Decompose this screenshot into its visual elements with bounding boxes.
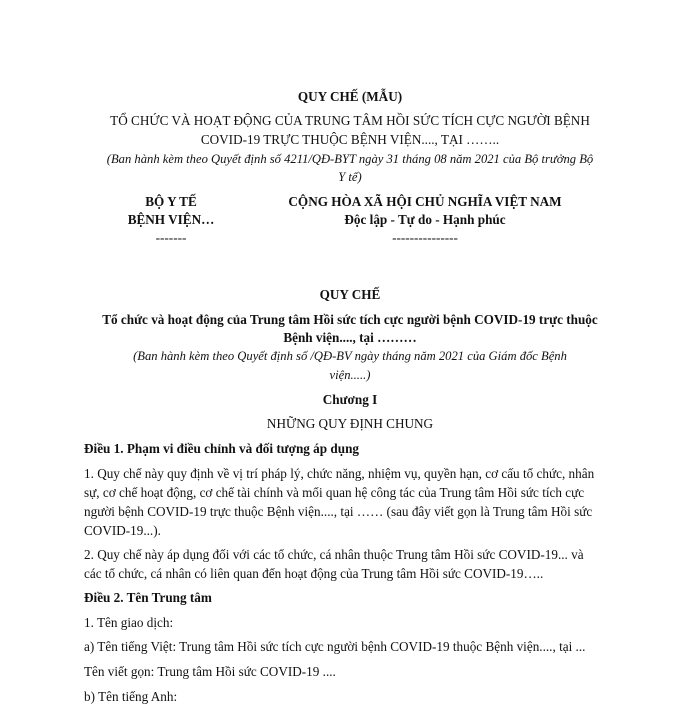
regulation-subject-line-2: Bệnh viện...., tại ……… [283,330,417,345]
letterhead-left-rule: ------- [155,230,187,245]
article-2-item-b: b) Tên tiếng Anh: [84,689,178,704]
article-1-paragraph-2-line: 2. Quy chế này áp dụng đối với các tổ chức, cá nhân thuộc Trung tâm Hồi sức COVID-19... và [84,547,584,562]
hospital-name: BỆNH VIỆN… [127,212,215,227]
article-2-heading: Điều 2. Tên Trung tâm [84,590,212,605]
article-2-short-name: Tên viết gọn: Trung tâm Hồi sức COVID-19 .... [84,664,336,679]
article-1-heading: Điều 1. Phạm vi điều chỉnh và đối tượng áp dụng [84,441,360,456]
hospital-issuance-line-1: (Ban hành kèm theo Quyết định số /QĐ-BV ngày tháng năm 2021 của Giám đốc Bệnh [133,349,567,363]
national-motto: Độc lập - Tự do - Hạnh phúc [344,212,506,227]
regulation-subject-line-1: Tổ chức và hoạt động của Trung tâm Hồi sức tích cực người bệnh COVID-19 trực thuộc [102,312,598,327]
ministry-name: BỘ Y TẾ [145,194,197,209]
article-1-paragraph-1-line: 1. Quy chế này quy định về vị trí pháp lý, chức năng, nhiệm vụ, quyền hạn, cơ cấu tổ chức, nhân [84,466,595,481]
article-2-item-1: 1. Tên giao dịch: [84,615,174,630]
document-subtitle-line-1: TỔ CHỨC VÀ HOẠT ĐỘNG CỦA TRUNG TÂM HỒI SỨC TÍCH CỰC NGƯỜI BỆNH [110,113,590,128]
republic-name: CỘNG HÒA XÃ HỘI CHỦ NGHĨA VIỆT NAM [288,194,562,209]
article-1-paragraph-1-line: COVID-19...). [84,523,161,538]
document-title: QUY CHẾ (MẪU) [297,89,403,104]
document-subtitle-line-2: COVID-19 TRỰC THUỘC BỆNH VIỆN...., TẠI …….. [200,132,500,147]
ministry-issuance-line-1: (Ban hành kèm theo Quyết định số 4211/QĐ-BYT ngày 31 tháng 08 năm 2021 của Bộ trưởng Bộ [106,152,594,166]
chapter-title: NHỮNG QUY ĐỊNH CHUNG [266,416,434,431]
article-1-paragraph-1-line: sự, cơ chế hoạt động, cơ chế tài chính và mối quan hệ công tác của Trung tâm Hồi sức tích cực [84,485,585,500]
regulation-title: QUY CHẾ [319,287,381,302]
article-2-item-a: a) Tên tiếng Việt: Trung tâm Hồi sức tích cực người bệnh COVID-19 thuộc Bệnh viện...., tại ... [84,639,586,654]
article-1-paragraph-2-line: các tổ chức, cá nhân có liên quan đến hoạt động của Trung tâm Hồi sức COVID-19….. [84,566,544,581]
chapter-number: Chương I [322,392,378,407]
ministry-issuance-line-2: Y tế) [338,170,362,184]
article-1-paragraph-1-line: người bệnh COVID-19 trực thuộc Bệnh viện...., tại …… (sau đây viết gọn là Trung tâm Hồi sức [84,504,593,519]
hospital-issuance-line-2: viện.....) [329,368,371,382]
letterhead-right-rule: --------------- [392,230,458,245]
